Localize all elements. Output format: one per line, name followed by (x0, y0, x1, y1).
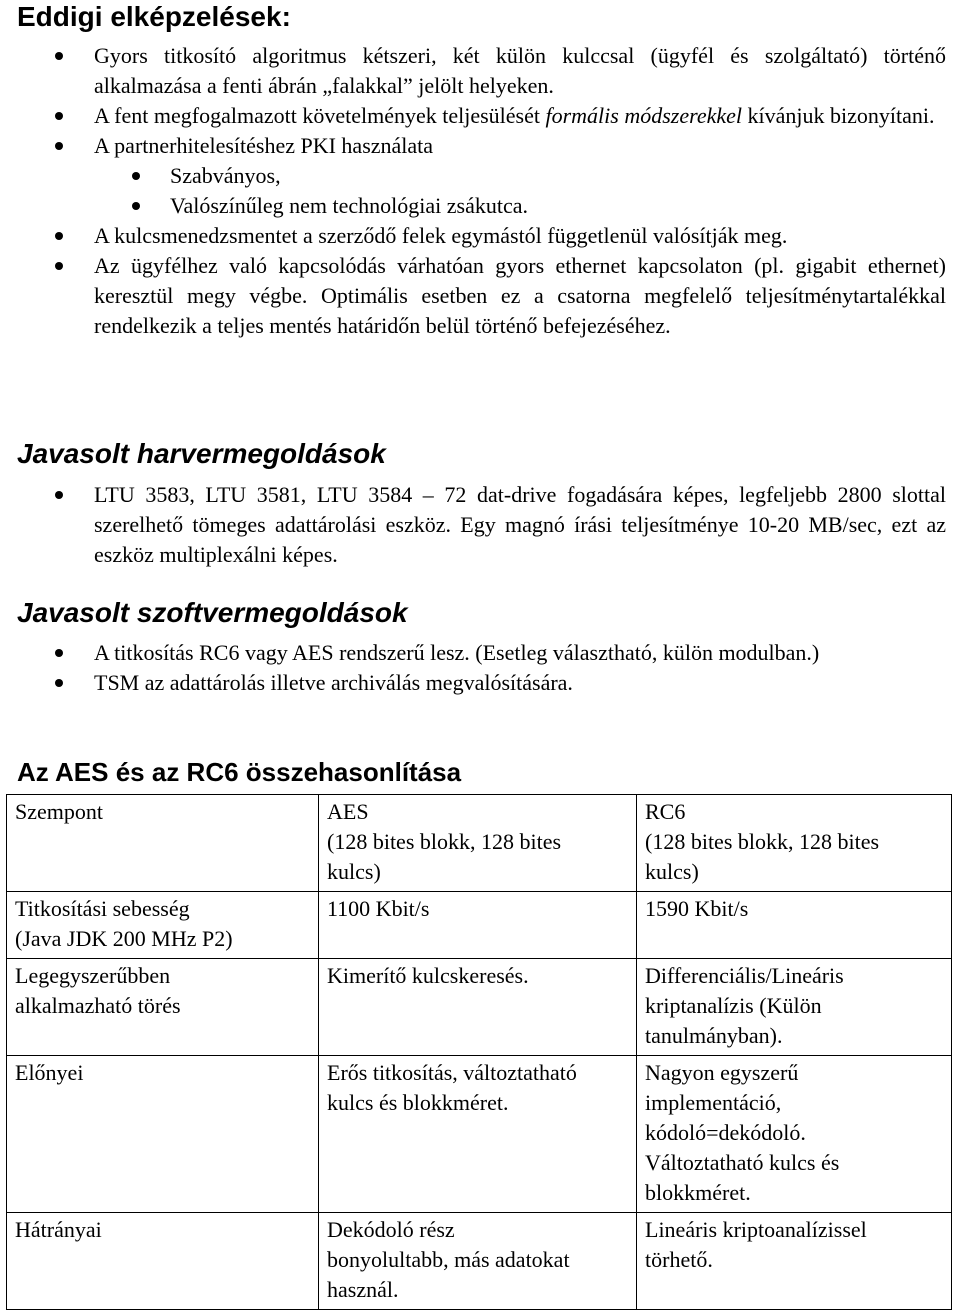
bullet-icon (55, 142, 63, 150)
list-item: A partnerhitelesítéshez PKI használata (0, 131, 946, 161)
table-cell: AES (128 bites blokk, 128 bites kulcs) (319, 795, 637, 892)
table-header-row (7, 795, 952, 892)
table-cell: 1100 Kbit/s (319, 892, 637, 959)
list-szoftver (0, 638, 946, 698)
table-cell: Lineáris kriptoanalízissel törhető. (637, 1213, 952, 1310)
table-cell: 1590 Kbit/s (637, 892, 952, 959)
bullet-icon (55, 679, 63, 687)
list-harver (0, 480, 946, 570)
table-cell: Szempont (7, 795, 319, 892)
list-item: LTU 3583, LTU 3581, LTU 3584 – 72 dat-drive fogadására képes, legfeljebb 2800 slottal szerelhető tömeges adattárolási eszköz. Egy magnó írási teljesítménye 10-20 MB/sec, ezt az eszköz multiplexálni képes. (0, 480, 946, 570)
table-cell: Differenciális/Lineáris kriptanalízis (Külön tanulmányban). (637, 959, 952, 1056)
table-cell: Dekódoló rész bonyolultabb, más adatokat használ. (319, 1213, 637, 1310)
bullet-icon (132, 202, 140, 210)
bullet-icon (55, 112, 63, 120)
bullet-icon (55, 52, 63, 60)
table-row (7, 1213, 952, 1310)
heading-harver: Javasolt harvermegoldások (17, 438, 386, 469)
table-cell: RC6 (128 bites blokk, 128 bites kulcs) (637, 795, 952, 892)
sub-list-item: Valószínűleg nem technológiai zsákutca. (0, 191, 946, 221)
bullet-icon (55, 649, 63, 657)
table-cell: Titkosítási sebesség (Java JDK 200 MHz P2) (7, 892, 319, 959)
heading-eddigi: Eddigi elképzelések: (17, 1, 291, 32)
table-row (7, 959, 952, 1056)
table-cell: Erős titkosítás, változtatható kulcs és blokkméret. (319, 1056, 637, 1213)
list-item: A fent megfogalmazott követelmények teljesülését formális módszerekkel kívánjuk bizonyítani. (0, 101, 946, 131)
table-cell: Hátrányai (7, 1213, 319, 1310)
list-item: Az ügyfélhez való kapcsolódás várhatóan gyors ethernet kapcsolaton (pl. gigabit ethernet) keresztül megy végbe. Optimális esetben ez a csatorna megfelelő teljesítménytartalékkal rendelkezik a teljes mentés határidőn belül történő befejezéséhez. (0, 251, 946, 341)
list-item: A titkosítás RC6 vagy AES rendszerű lesz. (Esetleg választható, külön modulban.) (0, 638, 946, 668)
sub-list-item: Szabványos, (0, 161, 946, 191)
bullet-icon (55, 232, 63, 240)
table-cell: Nagyon egyszerű implementáció, kódoló=dekódoló. Változtatható kulcs és blokkméret. (637, 1056, 952, 1213)
table-cell: Kimerítő kulcskeresés. (319, 959, 637, 1056)
table-cell: Előnyei (7, 1056, 319, 1213)
table-row (7, 892, 952, 959)
list-item: Gyors titkosító algoritmus kétszeri, két külön kulccsal (ügyfél és szolgáltató) történő alkalmazása a fenti ábrán „falakkal” jelölt helyeken. (0, 41, 946, 101)
comparison-table (6, 794, 952, 1310)
list-item: TSM az adattárolás illetve archiválás megvalósítására. (0, 668, 946, 698)
heading-szoftver: Javasolt szoftvermegoldások (17, 597, 408, 628)
table-row (7, 1056, 952, 1213)
list-item: A kulcsmenedzsmentet a szerződő felek egymástól függetlenül valósítják meg. (0, 221, 946, 251)
heading-comparison: Az AES és az RC6 összehasonlítása (17, 757, 462, 787)
bullet-icon (132, 172, 140, 180)
table-cell: Legegyszerűbben alkalmazható törés (7, 959, 319, 1056)
list-eddigi (0, 41, 946, 341)
bullet-icon (55, 262, 63, 270)
bullet-icon (55, 491, 63, 499)
